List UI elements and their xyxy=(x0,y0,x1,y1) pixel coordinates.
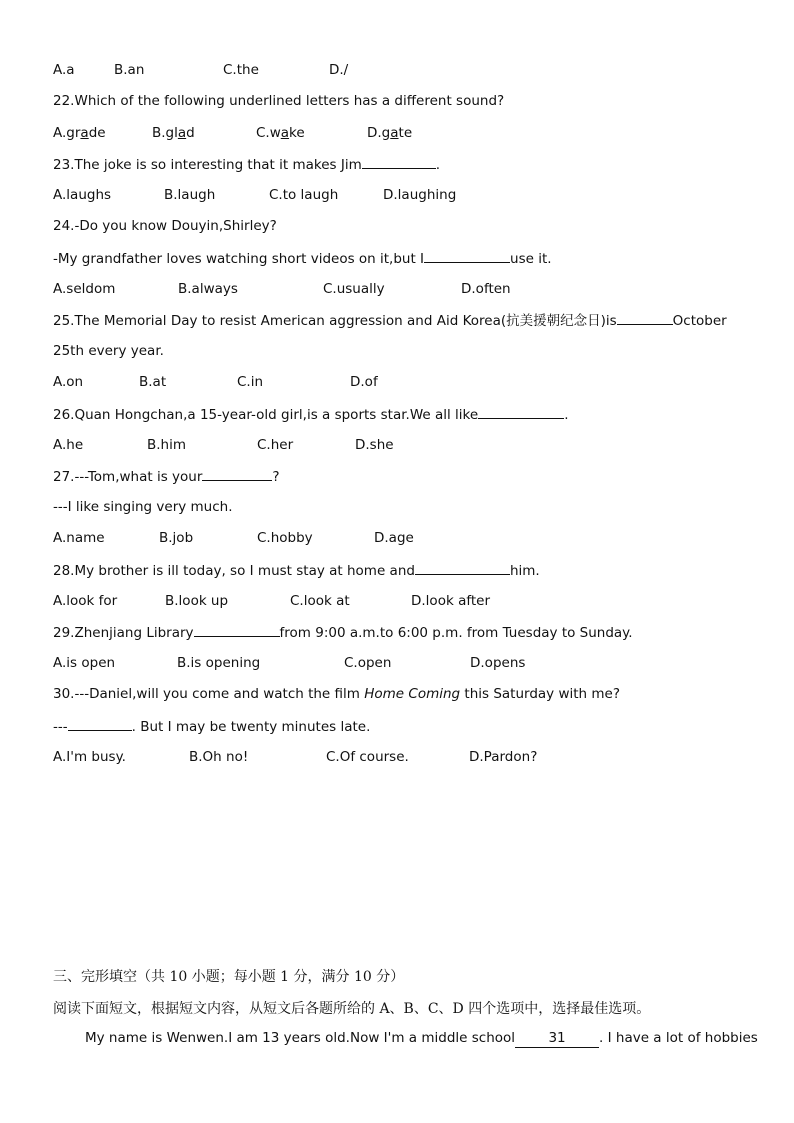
q27-line2: ---I like singing very much. xyxy=(53,499,233,515)
q26-option-d: D.she xyxy=(355,437,394,453)
q23-option-c: C.to laugh xyxy=(269,187,339,203)
q28-option-c: C.look at xyxy=(290,593,350,609)
q27-option-c: C.hobby xyxy=(257,530,313,546)
q30-line1: 30.---Daniel,will you come and watch the film Home Coming this Saturday with me? xyxy=(53,686,621,702)
q23-option-d: D.laughing xyxy=(383,187,457,203)
q27-option-b: B.job xyxy=(159,530,194,546)
q25-blank xyxy=(617,311,673,325)
q28-blank xyxy=(415,561,510,575)
q24-option-a: A.seldom xyxy=(53,281,116,297)
q30-option-b: B.Oh no! xyxy=(189,749,249,765)
q30-option-d: D.Pardon? xyxy=(469,749,538,765)
q24-blank xyxy=(424,249,510,263)
q25-option-c: C.in xyxy=(237,374,264,390)
q30-option-a: A.I'm busy. xyxy=(53,749,126,765)
q29-option-b: B.is opening xyxy=(177,655,261,671)
q22-option-d: D.gate xyxy=(367,125,413,141)
q24-option-c: C.usually xyxy=(323,281,385,297)
q30-option-c: C.Of course. xyxy=(326,749,409,765)
q30-line2: --- . But I may be twenty minutes late. xyxy=(53,719,371,735)
blank-31: 31 xyxy=(515,1029,599,1048)
q21-option-b: B.an xyxy=(114,62,145,78)
section-3-title: 三、完形填空（共 10 小题；每小题 1 分，满分 10 分） xyxy=(53,969,405,985)
q22-option-c: C.wake xyxy=(256,125,305,141)
q21-option-a: A.a xyxy=(53,62,75,78)
q23-stem: 23.The joke is so interesting that it makes Jim . xyxy=(53,157,441,173)
q22-stem: 22.Which of the following underlined letters has a different sound? xyxy=(53,93,505,109)
q26-option-a: A.he xyxy=(53,437,84,453)
q23-option-b: B.laugh xyxy=(164,187,216,203)
q29-stem: 29.Zhenjiang Library from 9:00 a.m.to 6:00 p.m. from Tuesday to Sunday. xyxy=(53,625,633,641)
q30-blank xyxy=(68,717,132,731)
q29-option-c: C.open xyxy=(344,655,392,671)
q27-option-d: D.age xyxy=(374,530,414,546)
q26-option-b: B.him xyxy=(147,437,187,453)
passage-first-line: My name is Wenwen.I am 13 years old.Now I'm a middle school 31 . I have a lot of hobbies xyxy=(85,1030,758,1046)
q25-stem: 25.The Memorial Day to resist American aggression and Aid Korea(抗美援朝纪念日)is October xyxy=(53,313,727,329)
q25-option-a: A.on xyxy=(53,374,84,390)
q25-line2: 25th every year. xyxy=(53,343,164,359)
q28-option-d: D.look after xyxy=(411,593,491,609)
q22-option-a: A.grade xyxy=(53,125,106,141)
q24-option-d: D.often xyxy=(461,281,511,297)
q26-option-c: C.her xyxy=(257,437,294,453)
q21-option-d: D./ xyxy=(329,62,349,78)
q24-line1: 24.-Do you know Douyin,Shirley? xyxy=(53,218,277,234)
q25-option-b: B.at xyxy=(139,374,167,390)
q24-option-b: B.always xyxy=(178,281,238,297)
q27-blank xyxy=(202,467,272,481)
q21-option-c: C.the xyxy=(223,62,259,78)
q28-stem: 28.My brother is ill today, so I must stay at home and him. xyxy=(53,563,540,579)
q25-option-d: D.of xyxy=(350,374,378,390)
q28-option-a: A.look for xyxy=(53,593,118,609)
section-3-instruction: 阅读下面短文，根据短文内容，从短文后各题所给的 A、B、C、D 四个选项中，选择最佳选项。 xyxy=(53,1001,651,1017)
film-title: Home Coming xyxy=(364,686,461,702)
q29-option-d: D.opens xyxy=(470,655,526,671)
q23-option-a: A.laughs xyxy=(53,187,112,203)
q29-option-a: A.is open xyxy=(53,655,116,671)
q26-stem: 26.Quan Hongchan,a 15-year-old girl,is a sports star.We all like . xyxy=(53,407,569,423)
q23-blank xyxy=(362,155,436,169)
q27-option-a: A.name xyxy=(53,530,105,546)
q22-option-b: B.glad xyxy=(152,125,195,141)
q29-blank xyxy=(194,623,280,637)
q28-option-b: B.look up xyxy=(165,593,229,609)
q27-line1: 27.---Tom,what is your ? xyxy=(53,469,280,485)
q26-blank xyxy=(478,405,564,419)
q24-line2: -My grandfather loves watching short videos on it,but I use it. xyxy=(53,251,552,267)
